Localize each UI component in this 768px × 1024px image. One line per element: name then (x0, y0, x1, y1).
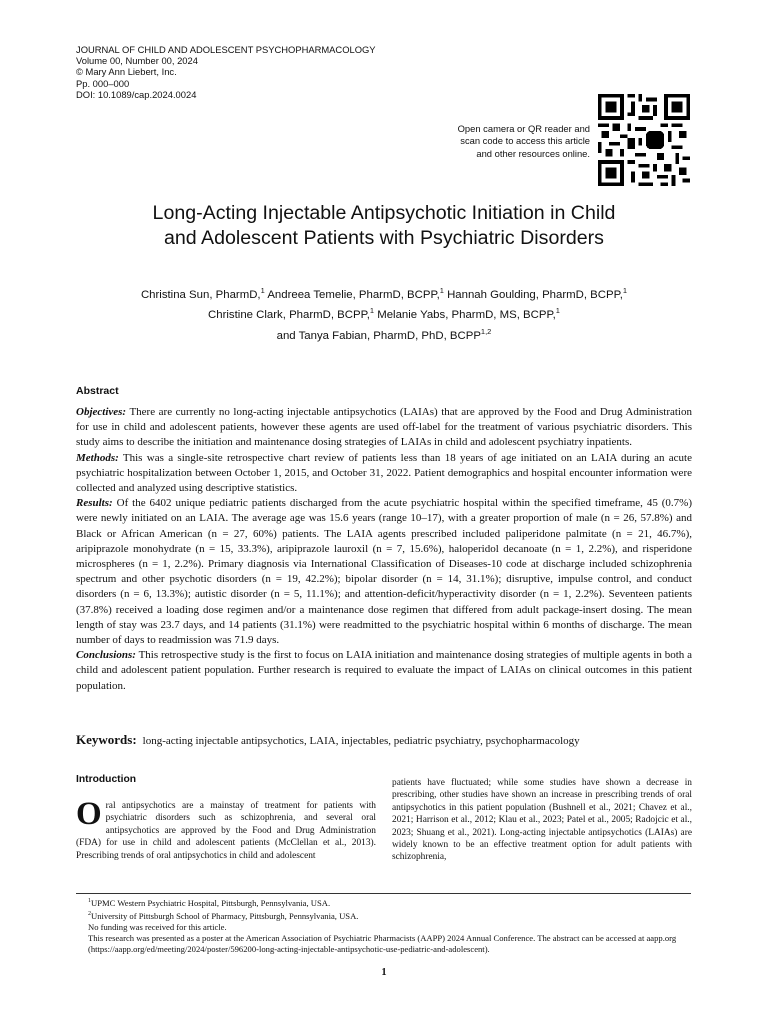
footnotes (76, 896, 692, 955)
footnote-text: University of Pittsburgh School of Pharmacy, Pittsburgh, Pennsylvania, USA. (91, 910, 359, 921)
article-title (76, 201, 692, 250)
footnote-funding: No funding was received for this article. (88, 921, 227, 932)
journal-pages: Pp. 000–000 (76, 77, 130, 89)
objectives-text: There are currently no long-acting injectable antipsychotics (LAIAs) that are approved by the Food and Drug Administration for use in child and adolescent patients, however these agents are used off-label for the treatment of various psychiatric disorders. This study aims to describe the initiation and maintenance dosing strategies of LAIAs in child and adolescent psychiatry inpatients. (76, 406, 692, 449)
conclusions-label: Conclusions: (76, 649, 136, 662)
keywords (76, 731, 696, 749)
footnote-text: UPMC Western Psychiatric Hospital, Pittsburgh, Pennsylvania, USA. (91, 897, 331, 908)
page-number: 1 (381, 967, 387, 978)
abstract-heading: Abstract (76, 385, 119, 397)
footnote-affiliation (76, 896, 692, 909)
qr-note-line: Open camera or QR reader and (457, 123, 590, 134)
author: Hannah Goulding, PharmD, BCPP, (447, 288, 623, 301)
objectives-label: Objectives: (76, 406, 127, 418)
title-line: and Adolescent Patients with Psychiatric Disorders (164, 226, 604, 249)
methods-label: Methods: (76, 451, 119, 464)
footnote-divider (76, 893, 691, 894)
author: and Tanya Fabian, PharmD, PhD, BCPP (276, 329, 481, 342)
journal-header (76, 44, 376, 100)
qr-note-line: scan code to access this article (460, 135, 590, 147)
qr-note (420, 123, 590, 160)
journal-name: JOURNAL OF CHILD AND ADOLESCENT PSYCHOPHARMACOLOGY (76, 44, 376, 55)
drop-cap: O (76, 796, 102, 832)
footnote-affiliation (76, 909, 692, 922)
author-affiliation-marker: 1 (622, 286, 628, 295)
author-list (76, 283, 692, 344)
title-line: Long-Acting Injectable Antipsychotic Initiation in Child (152, 202, 616, 224)
footnote-presentation: This research was presented as a poster at the American Association of Psychiatric Pharmacists (AAPP) 2024 Annual Conference. The abstract can be accessed at aapp.org (https://aapp.org/ed/meeting/2024/poster/596200-long-acting-injectable-antipsychotic-use-pediatric-and-adolescent). (88, 933, 677, 955)
author: Christina Sun, PharmD, (140, 288, 261, 301)
introduction-column-right (392, 777, 692, 864)
abstract-results (76, 496, 692, 648)
results-text: Of the 6402 unique pediatric patients discharged from the acute psychiatric hospital within the specified timeframe, 45 (0.7%) were newly initiated on an LAIA. The average age was 15.6 years (range 10–17), with a greater proportion of male (n = 26, 57.8%) and Black or African American (n = 27, 60%) patients. The LAIA agents prescribed included paliperidone palmitate (n = 21, 46.7%), aripiprazole monohydrate (n = 15, 33.3%), aripiprazole lauroxil (n = 7, 15.6%), haloperidol decanoate (n = 1, 2.2%), and risperidone microspheres (n = 1, 2.2%). Primary diagnosis via International Classification of Diseases-10 code at discharge included schizophrenia spectrum and other psychotic disorders (n = 19, 42.2%); bipolar disorder (n = 14, 31.1%); disruptive, impulse control, and conduct disorders (n = 6, 13.3%); autistic disorder (n = 5, 11.1%); and attention-deficit/hyperactivity disorder (n = 1, 2.2%). Seventeen patients (37.8%) received a loading dose regimen and/or a maintenance dose regimen that differed from adult package-insert dosing. The mean length of stay was 23.7 days, and 14 patients (31.1%) were readmitted to the psychiatric hospital within 6 months of discharge. The mean number of days to readmission was 71.9 days. (76, 497, 693, 647)
footnote-marker: 2 (88, 910, 91, 917)
abstract-methods (76, 451, 692, 497)
methods-text: This was a single-site retrospective chart review of patients less than 18 years of age initiated on an LAIA during an acute psychiatric hospitalization between October 1, 2015, and October 31, 2022. Patient demographics and hospital encounter information were collected and analyzed using descriptive statistics. (76, 451, 692, 495)
author-affiliation-marker: 1 (439, 286, 444, 295)
introduction-text-right: patients have fluctuated; while some studies have shown a decrease in prescribing, other studies have shown an increase in prescribing trends of oral antipsychotics in this patient population (Bushnell et al., 2021; Chavez et al., 2021; Harrison et al., 2012; Klau et al., 2023; Patel et al., 2005; Radojcic et al., 2023; Shuang et al., 2021). Long-acting injectable antipsychotics (LAIAs) are widely known to be an effective treatment option for adult patients with schizophrenia, (392, 778, 692, 863)
journal-doi[interactable]: DOI: 10.1089/cap.2024.0024 (76, 88, 197, 100)
author: Andreea Temelie, PharmD, BCPP, (267, 288, 440, 301)
results-label: Results: (76, 497, 113, 510)
introduction-text-left: ral antipsychotics are a mainstay of treatment for patients with psychiatric disorders such as schizophrenia, and several oral antipsychotics are approved by the Food and Drug Administration (FDA) for use in child and adolescent patients (McClellan et al., 2013). Prescribing trends of oral antipsychotics in child and adolescent (76, 801, 376, 861)
journal-copyright: © Mary Ann Liebert, Inc. (76, 66, 177, 78)
keywords-label: Keywords: (76, 732, 137, 747)
footnote-marker: 1 (88, 898, 91, 904)
journal-volume: Volume 00, Number 00, 2024 (76, 55, 198, 67)
author: Melanie Yabs, PharmD, MS, BCPP, (377, 309, 556, 322)
author-affiliation-marker: 1 (260, 286, 265, 295)
author-affiliation-marker: 1 (555, 306, 560, 316)
abstract-body (76, 405, 692, 694)
keywords-text: long-acting injectable antipsychotics, LAIA, injectables, pediatric psychiatry, psychopharmacology (142, 735, 580, 747)
abstract-conclusions (76, 648, 692, 694)
author-affiliation-marker: 1 (369, 306, 375, 316)
qr-note-line: and other resources online. (476, 147, 590, 159)
abstract-objectives (76, 405, 692, 451)
introduction-column-left (76, 796, 376, 862)
author-affiliation-marker: 1,2 (480, 326, 492, 336)
author: Christine Clark, PharmD, BCPP, (208, 309, 370, 322)
qr-code-icon[interactable] (598, 94, 690, 186)
introduction-heading: Introduction (76, 774, 137, 785)
conclusions-text: This retrospective study is the first to focus on LAIA initiation and maintenance dosing strategies of multiple agents in both a child and adolescent patient population. Further research is required to evaluate the impact of LAIAs on clinical outcomes in this patient population. (76, 649, 692, 692)
